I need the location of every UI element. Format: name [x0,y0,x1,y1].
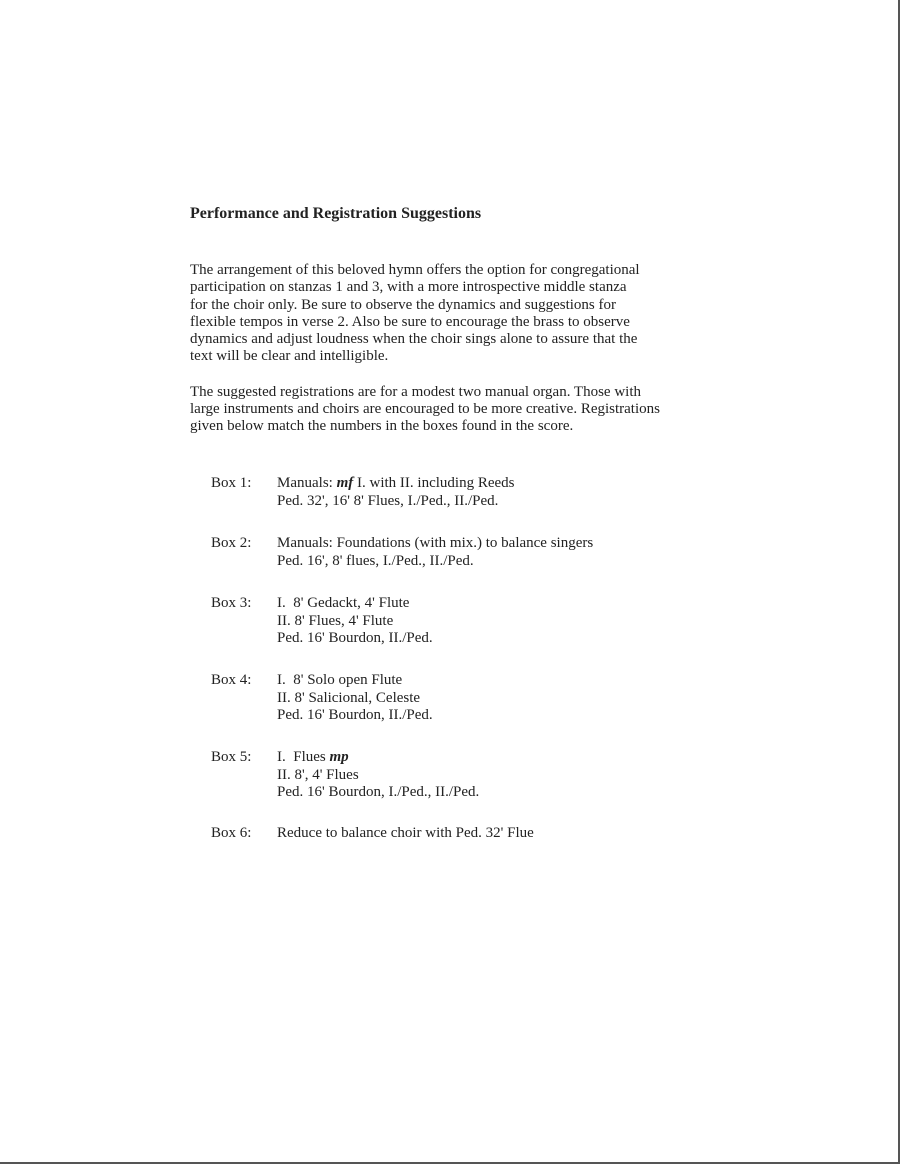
box-line: I. 8' Gedackt, 4' Flute [277,595,410,611]
box-label: Box 5: [211,749,252,765]
line-suffix: I. with II. including Reeds [353,475,515,491]
box-lines [277,825,534,843]
box-lines [277,535,593,570]
intro-line: flexible tempos in verse 2. Also be sure to encourage the brass to observe [190,313,630,330]
box-lines [277,672,433,725]
box-label: Box 1: [211,475,252,491]
intro-line: dynamics and adjust loudness when the choir sings alone to assure that the [190,331,638,348]
box-lines [277,475,514,510]
box-line [277,749,479,767]
registration-box-4 [211,672,433,725]
dynamic-marking: mf [336,475,354,491]
registration-line: large instruments and choirs are encouraged to be more creative. Registrations [190,401,660,418]
box-label: Box 4: [211,672,252,688]
intro-line: participation on stanzas 1 and 3, with a more introspective middle stanza [190,279,627,296]
box-line: Manuals: Foundations (with mix.) to balance singers [277,535,594,551]
intro-line: text will be clear and intelligible. [190,348,389,365]
box-line: Ped. 16', 8' flues, I./Ped., II./Ped. [277,552,474,569]
box-line [277,475,514,493]
intro-line: for the choir only. Be sure to observe the dynamics and suggestions for [190,296,617,313]
intro-section [190,204,770,454]
box-label: Box 3: [211,595,252,611]
box-line: I. 8' Solo open Flute [277,672,403,688]
registration-paragraph [190,384,770,436]
box-label: Box 6: [211,825,252,841]
box-lines [277,749,479,802]
registration-box-6 [211,825,534,843]
registration-box-5 [211,749,479,802]
box-line: II. 8' Salicional, Celeste [277,689,421,706]
box-line: II. 8' Flues, 4' Flute [277,612,394,629]
intro-paragraph [190,262,770,366]
box-line: Ped. 16' Bourdon, I./Ped., II./Ped. [277,784,480,800]
box-line: Reduce to balance choir with Ped. 32' Flue [277,825,534,841]
page-title: Performance and Registration Suggestions [190,205,482,222]
box-line: Ped. 32', 16' 8' Flues, I./Ped., II./Ped. [277,492,499,509]
box-lines [277,595,433,648]
registration-box-2 [211,535,593,570]
box-line: Ped. 16' Bourdon, II./Ped. [277,707,433,723]
line-prefix: I. Flues [277,749,330,765]
box-line: Ped. 16' Bourdon, II./Ped. [277,630,433,646]
registration-box-1 [211,475,514,510]
dynamic-marking: mp [329,749,349,765]
line-prefix: Manuals: [277,475,337,491]
box-label: Box 2: [211,535,252,551]
intro-line: The arrangement of this beloved hymn offers the option for congregational [190,262,640,278]
registration-line: given below match the numbers in the boxes found in the score. [190,418,574,435]
registration-line: The suggested registrations are for a modest two manual organ. Those with [190,383,642,400]
registration-box-3 [211,595,433,648]
box-line: II. 8', 4' Flues [277,766,359,783]
